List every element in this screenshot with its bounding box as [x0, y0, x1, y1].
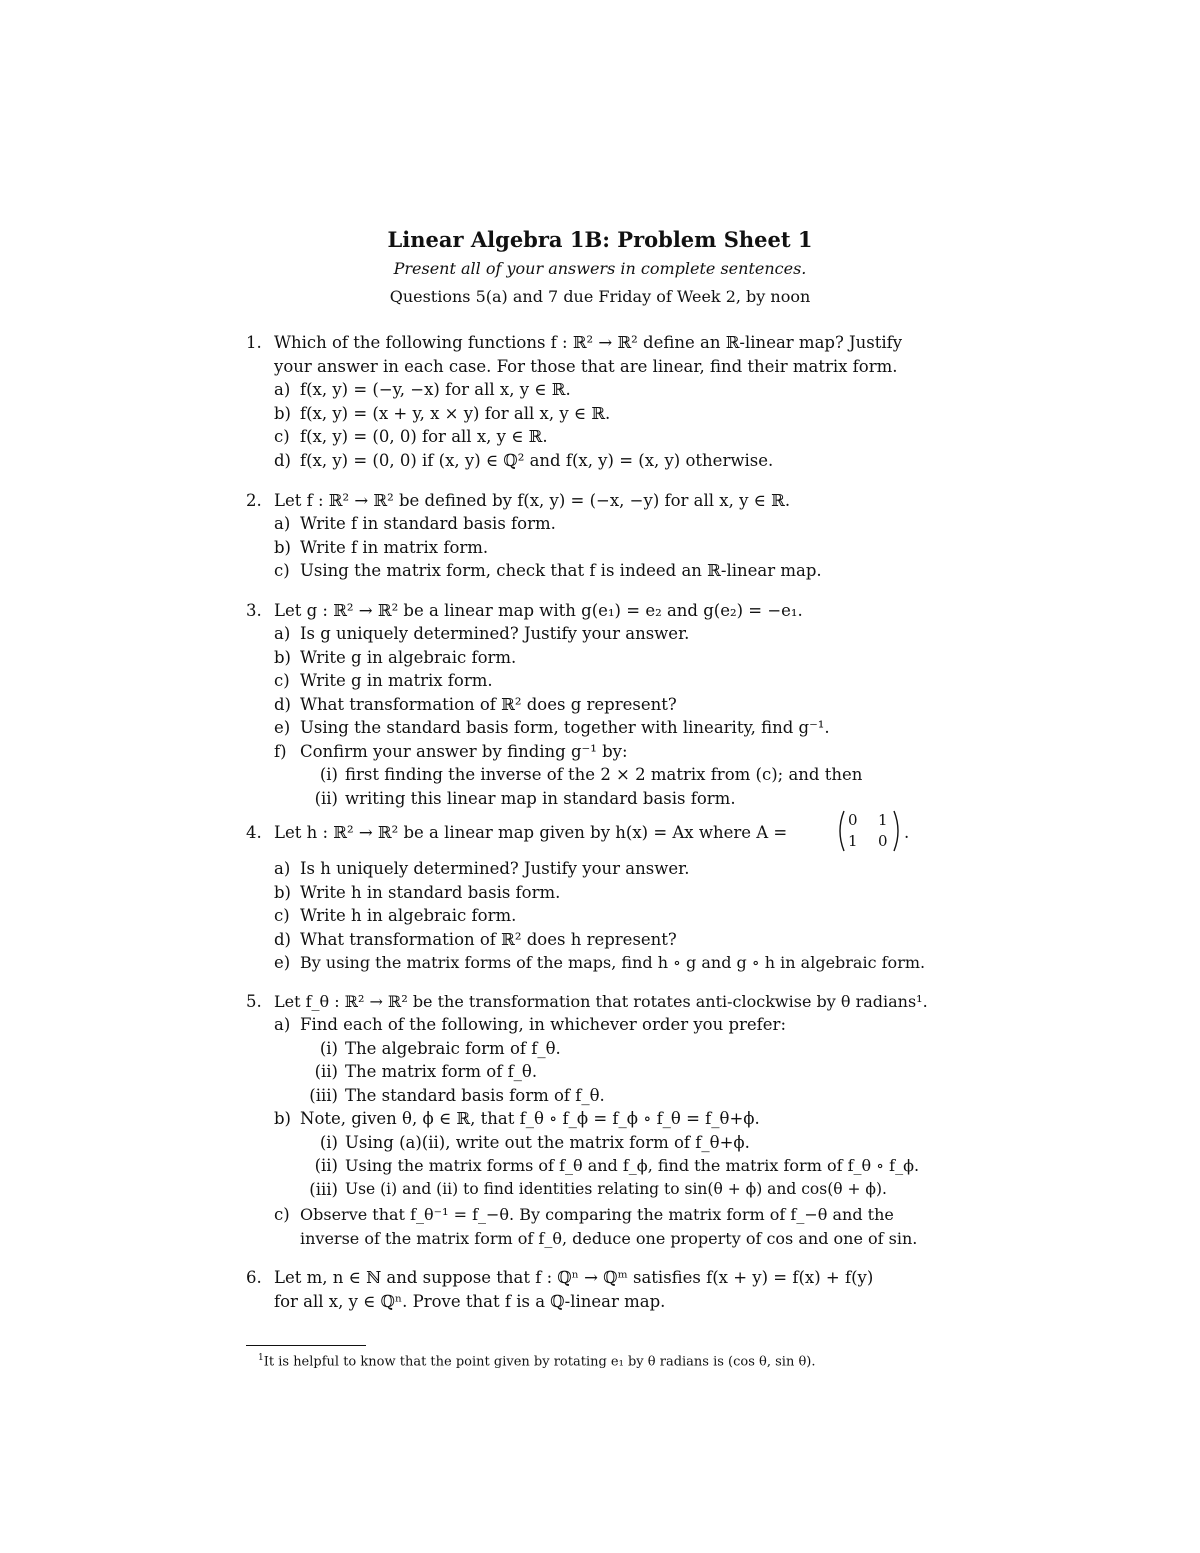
- q5-part-a: Find each of the following, in whichever order you prefer:: [300, 1015, 787, 1034]
- q3-part-f: Confirm your answer by finding g⁻¹ by:: [300, 742, 628, 761]
- question-3-text: Let g : ℝ² → ℝ² be a linear map with g(e₁) = e₂ and g(e₂) = −e₁.: [274, 601, 803, 620]
- matrix-brackets: [836, 810, 906, 852]
- q5-part-a-iii-label: (iii): [309, 1086, 338, 1105]
- matrix-a: [836, 810, 906, 852]
- q3-part-c-label: c): [274, 671, 290, 690]
- q1-part-c: f(x, y) = (0, 0) for all x, y ∈ ℝ.: [300, 427, 548, 446]
- q3-part-d-label: d): [274, 695, 291, 714]
- q5-part-c-line-2: inverse of the matrix form of f_θ, deduce one property of cos and one of sin.: [300, 1229, 918, 1248]
- q5-part-a-iii: The standard basis form of f_θ.: [345, 1086, 605, 1105]
- q3-part-f-i: first finding the inverse of the 2 × 2 matrix from (c); and then: [345, 765, 863, 784]
- q5-part-b: Note, given θ, ϕ ∈ ℝ, that f_θ ∘ f_ϕ = f_ϕ ∘ f_θ = f_θ+ϕ.: [300, 1109, 760, 1128]
- q3-part-f-ii-label: (ii): [314, 789, 338, 808]
- question-6-text-line-1: Let m, n ∈ ℕ and suppose that f : ℚⁿ → ℚᵐ satisfies f(x + y) = f(x) + f(y): [274, 1268, 874, 1287]
- footnote: [258, 1353, 816, 1369]
- q5-part-c-label: c): [274, 1205, 290, 1224]
- q3-part-d: What transformation of ℝ² does g represent?: [300, 695, 677, 714]
- sheet-title: Linear Algebra 1B: Problem Sheet 1: [387, 227, 813, 252]
- q4-part-c: Write h in algebraic form.: [300, 906, 517, 925]
- q4-part-d-label: d): [274, 930, 291, 949]
- footnote-text: It is helpful to know that the point given by rotating e₁ by θ radians is (cos θ, sin θ).: [263, 1354, 816, 1370]
- question-4-text: Let h : ℝ² → ℝ² be a linear map given by h(x) = Ax where A =: [274, 823, 788, 842]
- q5-part-b-i-label: (i): [319, 1133, 338, 1152]
- question-2-number: 2.: [246, 491, 262, 510]
- question-1-text-line-1: Which of the following functions f : ℝ² → ℝ² define an ℝ-linear map? Justify: [274, 333, 903, 352]
- q4-part-e: By using the matrix forms of the maps, find h ∘ g and g ∘ h in algebraic form.: [300, 953, 926, 972]
- q5-part-c-line-1: Observe that f_θ⁻¹ = f_−θ. By comparing the matrix form of f_−θ and the: [300, 1205, 894, 1224]
- q4-part-a: Is h uniquely determined? Justify your answer.: [300, 859, 690, 878]
- q3-part-e-label: e): [274, 718, 291, 737]
- matrix-cell-22: 0: [878, 832, 888, 850]
- q4-part-d: What transformation of ℝ² does h represent?: [300, 930, 677, 949]
- q5-part-b-ii: Using the matrix forms of f_θ and f_ϕ, find the matrix form of f_θ ∘ f_ϕ.: [345, 1156, 920, 1175]
- q5-part-b-i: Using (a)(ii), write out the matrix form of f_θ+ϕ.: [345, 1133, 750, 1152]
- question-6-text-line-2: for all x, y ∈ ℚⁿ. Prove that f is a ℚ-linear map.: [274, 1292, 666, 1311]
- question-1-text-line-2: your answer in each case. For those that are linear, find their matrix form.: [274, 357, 898, 376]
- matrix-cell-11: 0: [848, 811, 858, 829]
- q5-part-a-label: a): [274, 1015, 291, 1034]
- q4-part-a-label: a): [274, 859, 291, 878]
- q5-part-b-iii: Use (i) and (ii) to find identities relating to sin(θ + ϕ) and cos(θ + ϕ).: [345, 1180, 887, 1198]
- q1-part-a-label: a): [274, 380, 291, 399]
- sheet-subtitle: Present all of your answers in complete sentences.: [393, 259, 807, 278]
- due-note: Questions 5(a) and 7 due Friday of Week 2, by noon: [389, 287, 811, 306]
- q5-part-a-ii: The matrix form of f_θ.: [345, 1062, 538, 1081]
- q3-part-f-i-label: (i): [319, 765, 338, 784]
- q2-part-c: Using the matrix form, check that f is indeed an ℝ-linear map.: [300, 561, 822, 580]
- question-4-number: 4.: [246, 823, 262, 842]
- question-5-number: 5.: [246, 992, 262, 1011]
- q5-part-a-i: The algebraic form of f_θ.: [345, 1039, 561, 1058]
- q5-part-b-iii-label: (iii): [309, 1180, 338, 1199]
- q3-part-c: Write g in matrix form.: [300, 671, 493, 690]
- matrix-cell-21: 1: [848, 832, 858, 850]
- q3-part-b-label: b): [274, 648, 291, 667]
- q3-part-b: Write g in algebraic form.: [300, 648, 517, 667]
- q4-part-b: Write h in standard basis form.: [300, 883, 561, 902]
- q3-part-a: Is g uniquely determined? Justify your answer.: [300, 624, 690, 643]
- q2-part-c-label: c): [274, 561, 290, 580]
- q1-part-d: f(x, y) = (0, 0) if (x, y) ∈ ℚ² and f(x, y) = (x, y) otherwise.: [300, 451, 774, 470]
- q3-part-f-ii: writing this linear map in standard basis form.: [345, 789, 736, 808]
- q1-part-b: f(x, y) = (x + y, x × y) for all x, y ∈ ℝ.: [300, 404, 611, 423]
- footnote-rule: [246, 1345, 366, 1346]
- matrix-period: .: [904, 823, 910, 842]
- q1-part-d-label: d): [274, 451, 291, 470]
- q3-part-a-label: a): [274, 624, 291, 643]
- matrix-cell-12: 1: [878, 811, 888, 829]
- question-6-number: 6.: [246, 1268, 262, 1287]
- q5-part-a-ii-label: (ii): [314, 1062, 338, 1081]
- q1-part-b-label: b): [274, 404, 291, 423]
- q4-part-c-label: c): [274, 906, 290, 925]
- q2-part-b: Write f in matrix form.: [300, 538, 489, 557]
- q2-part-a: Write f in standard basis form.: [300, 514, 556, 533]
- footnote-marker: 1: [258, 1353, 264, 1363]
- q2-part-a-label: a): [274, 514, 291, 533]
- question-2-text: Let f : ℝ² → ℝ² be defined by f(x, y) = (−x, −y) for all x, y ∈ ℝ.: [274, 491, 791, 510]
- q4-part-e-label: e): [274, 953, 291, 972]
- q1-part-c-label: c): [274, 427, 290, 446]
- question-1-number: 1.: [246, 333, 262, 352]
- q2-part-b-label: b): [274, 538, 291, 557]
- question-5-text: Let f_θ : ℝ² → ℝ² be the transformation that rotates anti-clockwise by θ radians¹.: [274, 992, 928, 1011]
- q3-part-e: Using the standard basis form, together with linearity, find g⁻¹.: [300, 718, 830, 737]
- q5-part-a-i-label: (i): [319, 1039, 338, 1058]
- question-3-number: 3.: [246, 601, 262, 620]
- q5-part-b-label: b): [274, 1109, 291, 1128]
- q5-part-b-ii-label: (ii): [314, 1156, 338, 1175]
- q4-part-b-label: b): [274, 883, 291, 902]
- q1-part-a: f(x, y) = (−y, −x) for all x, y ∈ ℝ.: [300, 380, 571, 399]
- q3-part-f-label: f): [274, 742, 287, 761]
